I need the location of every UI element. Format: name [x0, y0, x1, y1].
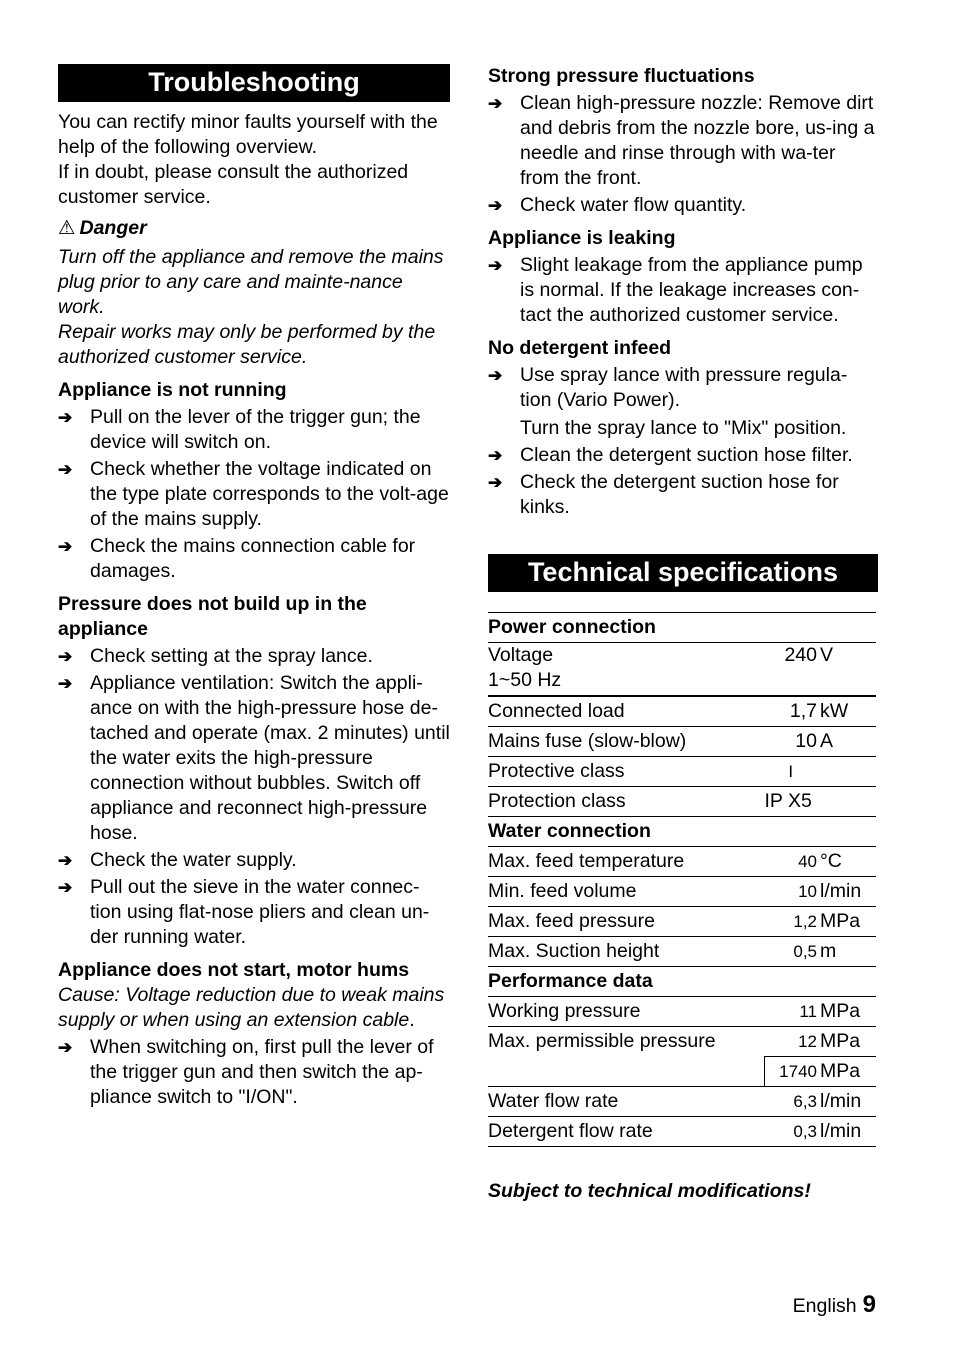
list-item: ➔ Pull on the lever of the trigger gun; the device will switch on. — [58, 406, 421, 453]
table-row: Max. permissible pressure 12 MPa — [488, 1027, 876, 1057]
fluctuations-heading: Strong pressure fluctuations — [488, 65, 755, 87]
list-item: ➔ Check the detergent suction hose for kinks. — [488, 471, 839, 518]
leaking-heading: Appliance is leaking — [488, 227, 676, 249]
arrow-icon: ➔ — [488, 366, 503, 385]
arrow-icon: ➔ — [58, 537, 73, 556]
danger-text: Turn off the appliance and remove the mains plug prior to any care and mainte-nance work. — [58, 246, 444, 318]
table-row: Voltage 1~50 Hz 240 V — [488, 643, 876, 697]
table-row: Protection class IP X5 — [488, 787, 876, 817]
danger-text-2: Repair works may only be performed by the authorized customer service. — [58, 321, 436, 368]
right-column — [488, 64, 878, 1204]
page-footer — [793, 1292, 876, 1319]
table-row: Max. feed pressure 1,2 MPa — [488, 907, 876, 937]
arrow-icon: ➔ — [58, 878, 73, 897]
specs-table — [488, 612, 876, 1147]
specs-note: Subject to technical modifications! — [488, 1180, 811, 1202]
arrow-icon: ➔ — [58, 408, 73, 427]
list-item: ➔ Check setting at the spray lance. — [58, 645, 373, 667]
arrow-icon: ➔ — [488, 94, 503, 113]
list-item: ➔ Check whether the voltage indicated on the type plate corresponds to the volt-age of the mains supply. — [58, 458, 449, 530]
list-item: ➔ Use spray lance with pressure regula-tion (Vario Power). — [488, 364, 848, 411]
arrow-icon: ➔ — [58, 647, 73, 666]
table-row: Max. feed temperature 40 °C — [488, 847, 876, 877]
no-pressure-heading: Pressure does not build up in the appliance — [58, 593, 367, 640]
table-row: 1740 MPa — [488, 1057, 876, 1087]
list-item: ➔ Pull out the sieve in the water connec-tion using flat-nose pliers and clean un-der running water. — [58, 876, 430, 948]
motor-hums-heading: Appliance does not start, motor hums — [58, 959, 410, 981]
list-item: ➔ Check water flow quantity. — [488, 194, 747, 216]
arrow-icon: ➔ — [58, 460, 73, 479]
specs-title: Technical specifications — [488, 554, 878, 592]
table-row: Connected load 1,7 kW — [488, 696, 876, 727]
troubleshooting-title: Troubleshooting — [58, 64, 450, 102]
list-item: ➔ Clean the detergent suction hose filter. — [488, 444, 853, 466]
arrow-icon: ➔ — [58, 674, 73, 693]
intro-text: You can rectify minor faults yourself with the help of the following overview. — [58, 111, 438, 158]
table-row: Protective class I — [488, 757, 876, 787]
intro-text-2: If in doubt, please consult the authorized customer service. — [58, 161, 409, 208]
arrow-icon: ➔ — [488, 473, 503, 492]
not-running-heading: Appliance is not running — [58, 379, 287, 401]
table-row: Min. feed volume 10 l/min — [488, 877, 876, 907]
arrow-icon: ➔ — [58, 851, 73, 870]
cause-text: Cause: Voltage reduction due to weak mains supply or when using an extension cable. — [58, 984, 445, 1031]
list-item: ➔ When switching on, first pull the lever of the trigger gun and then switch the ap-pliance switch to "I/ON". — [58, 1036, 434, 1108]
page-number: 9 — [862, 1291, 876, 1318]
list-item: ➔ Appliance ventilation: Switch the appli-ance on with the high-pressure hose de-tached and operate (max. 2 minutes) until the water exits the high-pressure connection without bubbles. Switch off appliance and reconnect high-pressure hose. — [58, 672, 450, 844]
table-row: Working pressure 11 MPa — [488, 997, 876, 1027]
list-item: ➔ Check the mains connection cable for damages. — [58, 535, 416, 582]
arrow-icon: ➔ — [58, 1038, 73, 1057]
detergent-heading: No detergent infeed — [488, 337, 672, 359]
footer-language: English — [792, 1295, 857, 1317]
list-item: ➔ Clean high-pressure nozzle: Remove dirt and debris from the nozzle bore, us-ing a needle and rinse through with wa-ter from the front. — [488, 92, 875, 189]
table-row: Mains fuse (slow-blow) 10 A — [488, 727, 876, 757]
table-row: Water flow rate 6,3 l/min — [488, 1087, 876, 1117]
list-item: ➔ Check the water supply. — [58, 849, 297, 871]
table-row: Max. Suction height 0,5 m — [488, 937, 876, 967]
arrow-icon: ➔ — [488, 196, 503, 215]
list-item-subtext: Turn the spray lance to "Mix" position. — [520, 417, 847, 439]
danger-heading — [58, 216, 450, 241]
danger-label: Danger — [79, 217, 147, 239]
arrow-icon: ➔ — [488, 256, 503, 275]
left-column — [58, 64, 450, 1110]
warning-icon: ⚠ — [58, 217, 76, 239]
table-row: Power connection — [488, 613, 876, 643]
table-row: Performance data — [488, 967, 876, 997]
list-item: ➔ Slight leakage from the appliance pump is normal. If the leakage increases con-tact the authorized customer service. — [488, 254, 863, 326]
table-row: Water connection — [488, 817, 876, 847]
arrow-icon: ➔ — [488, 446, 503, 465]
table-row: Detergent flow rate 0,3 l/min — [488, 1117, 876, 1147]
